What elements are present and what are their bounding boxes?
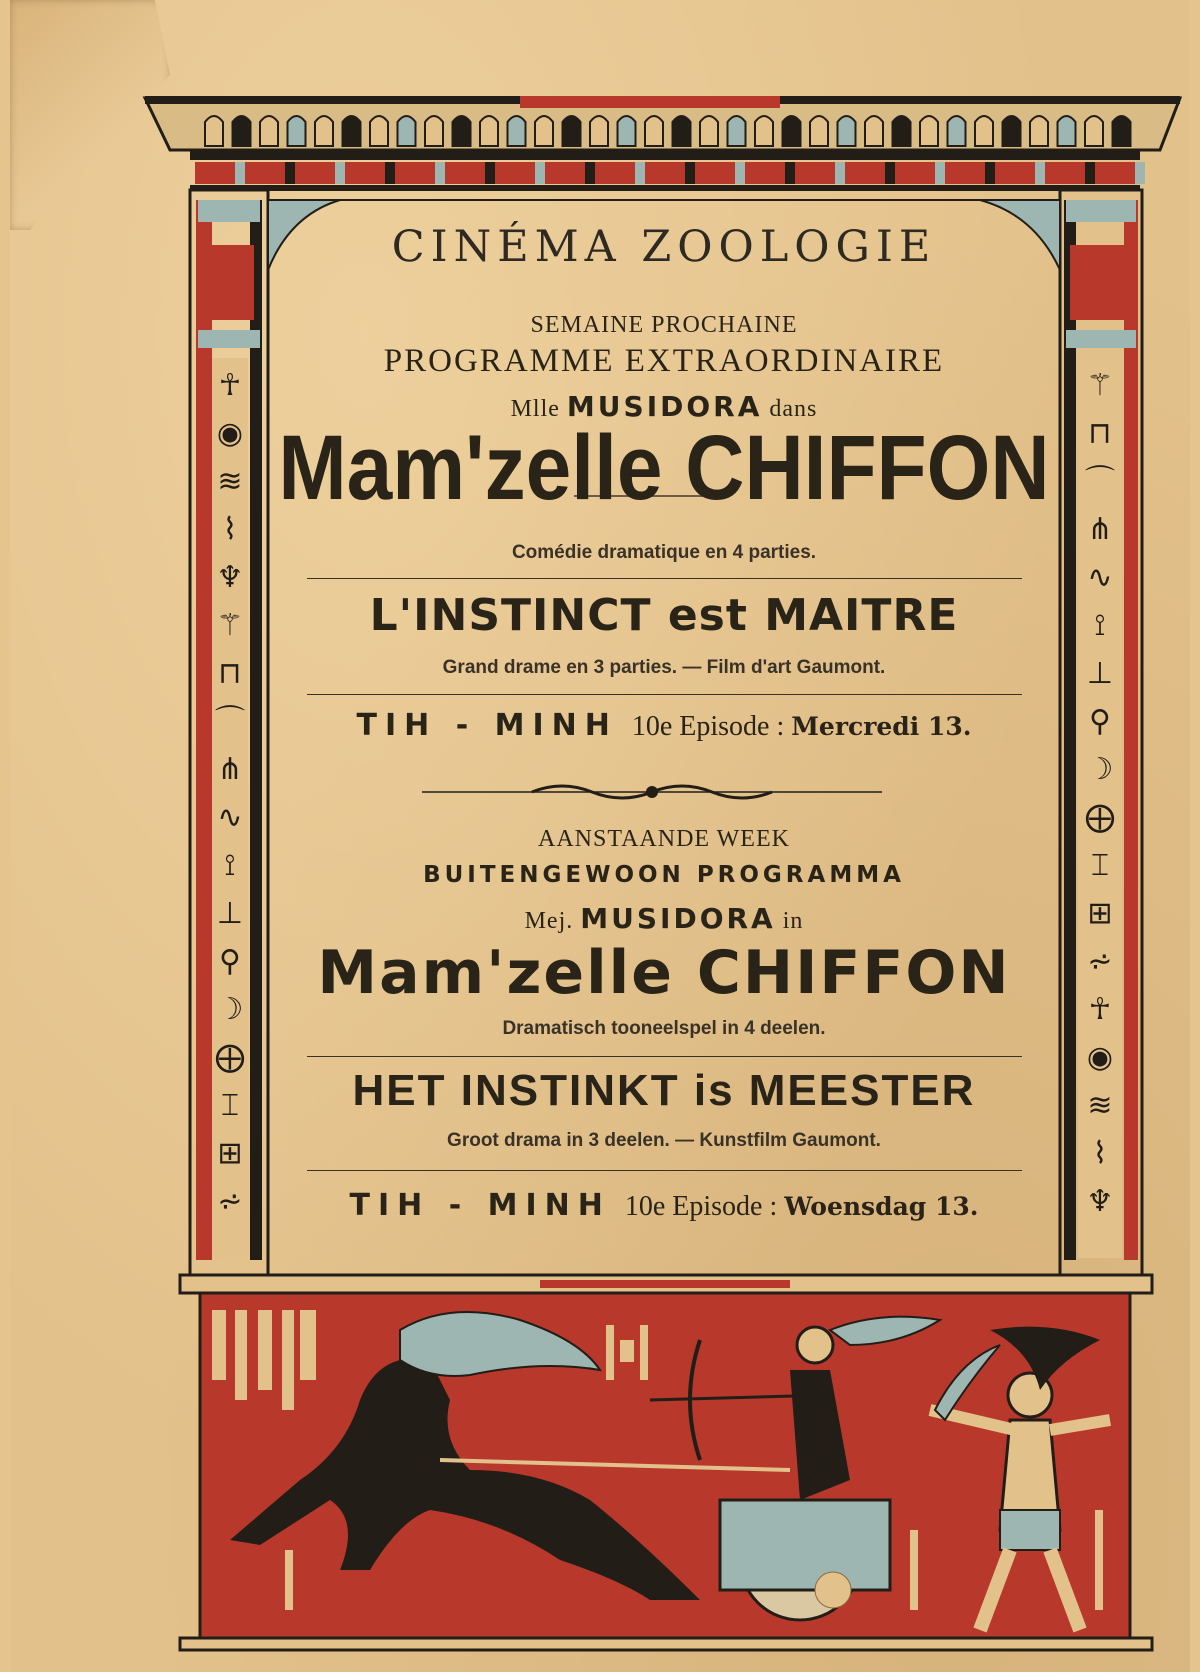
svg-text:⊥: ⊥ (216, 896, 244, 931)
nl-main-subtitle: Dramatisch tooneelspel in 4 deelen. (502, 1018, 826, 1039)
hieroglyph-column-icon (190, 190, 268, 1275)
svg-text:⋔: ⋔ (1087, 512, 1113, 547)
svg-text:☥: ☥ (218, 368, 242, 403)
svg-text:⚲: ⚲ (1089, 704, 1111, 739)
program-panel (272, 200, 1056, 1272)
svg-text:⊞: ⊞ (1087, 896, 1113, 931)
nl-divider-2 (307, 1170, 1022, 1171)
chariot-archer-icon (180, 1293, 1152, 1650)
nl-star-suffix: in (782, 908, 804, 934)
svg-text:⌇: ⌇ (222, 512, 238, 547)
svg-text:⩫: ⩫ (217, 1184, 243, 1219)
fr-star-suffix: dans (769, 396, 818, 422)
fr-serial-name: TIH - MINH (356, 708, 618, 743)
hieroglyph-column-icon (1060, 190, 1142, 1275)
fr-main-subtitle: Comédie dramatique en 4 parties. (511, 542, 817, 563)
svg-text:∿: ∿ (217, 800, 243, 835)
svg-text:⌶: ⌶ (221, 1088, 239, 1123)
svg-text:⊥: ⊥ (1086, 656, 1114, 691)
fr-serial-line (272, 708, 1056, 743)
nl-serial-line (272, 1188, 1056, 1223)
nl-program-heading: BUITENGEWOON PROGRAMMA (423, 862, 905, 888)
cinema-name: CINÉMA ZOOLOGIE (391, 222, 937, 272)
svg-text:⚲: ⚲ (219, 944, 241, 979)
svg-text:☽: ☽ (216, 992, 244, 1027)
nl-serial-episode: 10e Episode : (624, 1191, 778, 1222)
svg-text:♆: ♆ (216, 560, 244, 595)
fr-week-heading: SEMAINE PROCHAINE (530, 312, 798, 338)
nl-week-heading: AANSTAANDE WEEK (538, 826, 790, 852)
svg-text:⟟: ⟟ (1094, 608, 1106, 643)
nl-second-film: HET INSTINKT is MEESTER (352, 1066, 976, 1115)
fr-star-name: MUSIDORA (566, 390, 763, 423)
svg-text:◉: ◉ (216, 416, 244, 451)
nl-serial-name: TIH - MINH (349, 1188, 611, 1223)
fr-divider-1 (307, 578, 1022, 579)
nl-star-name: MUSIDORA (580, 902, 776, 935)
svg-text:☽: ☽ (1086, 752, 1114, 787)
fr-serial-day: Mercredi 13. (791, 712, 972, 741)
fr-divider-2 (307, 694, 1022, 695)
svg-text:⨁: ⨁ (215, 1040, 245, 1075)
svg-text:⌒: ⌒ (1085, 464, 1115, 499)
svg-text:◉: ◉ (1086, 1040, 1114, 1075)
svg-text:⊞: ⊞ (217, 1136, 243, 1171)
ornament-flourish-icon (422, 778, 882, 806)
svg-text:≋: ≋ (1087, 1088, 1113, 1123)
fr-program-heading: PROGRAMME EXTRAORDINAIRE (383, 343, 945, 379)
svg-text:⨁: ⨁ (1085, 800, 1115, 835)
nl-star-prefix: Mej. (524, 908, 574, 934)
egyptian-cornice-icon (145, 96, 1180, 191)
svg-text:≋: ≋ (217, 464, 243, 499)
fr-second-film-sub: Grand drame en 3 parties. — Film d'art Gaumont. (442, 657, 886, 678)
svg-text:⌶: ⌶ (1091, 848, 1109, 883)
svg-text:⌇: ⌇ (1092, 1136, 1108, 1171)
svg-text:⟟: ⟟ (224, 848, 236, 883)
svg-text:☥: ☥ (1088, 992, 1112, 1027)
nl-star-line (272, 902, 1056, 935)
fr-serial-episode: 10e Episode : (631, 711, 785, 742)
svg-text:⩫: ⩫ (1087, 944, 1113, 979)
nl-serial-day: Woensdag 13. (784, 1192, 979, 1221)
fr-second-film: L'INSTINCT est MAITRE (369, 590, 959, 641)
svg-text:⌒: ⌒ (215, 704, 245, 739)
svg-text:⋔: ⋔ (217, 752, 243, 787)
nl-divider-1 (307, 1056, 1022, 1057)
svg-text:∿: ∿ (1087, 560, 1113, 595)
svg-text:⚚: ⚚ (216, 608, 244, 643)
svg-text:⊓: ⊓ (218, 656, 242, 691)
fr-main-title: Mam'zelle CHIFFON (278, 417, 1050, 520)
nl-second-film-sub: Groot drama in 3 deelen. — Kunstfilm Gaumont. (447, 1130, 881, 1151)
svg-text:⚚: ⚚ (1086, 368, 1114, 403)
svg-text:♆: ♆ (1086, 1184, 1114, 1219)
nl-main-title: Mam'zelle CHIFFON (317, 938, 1011, 1008)
svg-text:⊓: ⊓ (1088, 416, 1112, 451)
fr-star-prefix: Mlle (510, 396, 560, 422)
